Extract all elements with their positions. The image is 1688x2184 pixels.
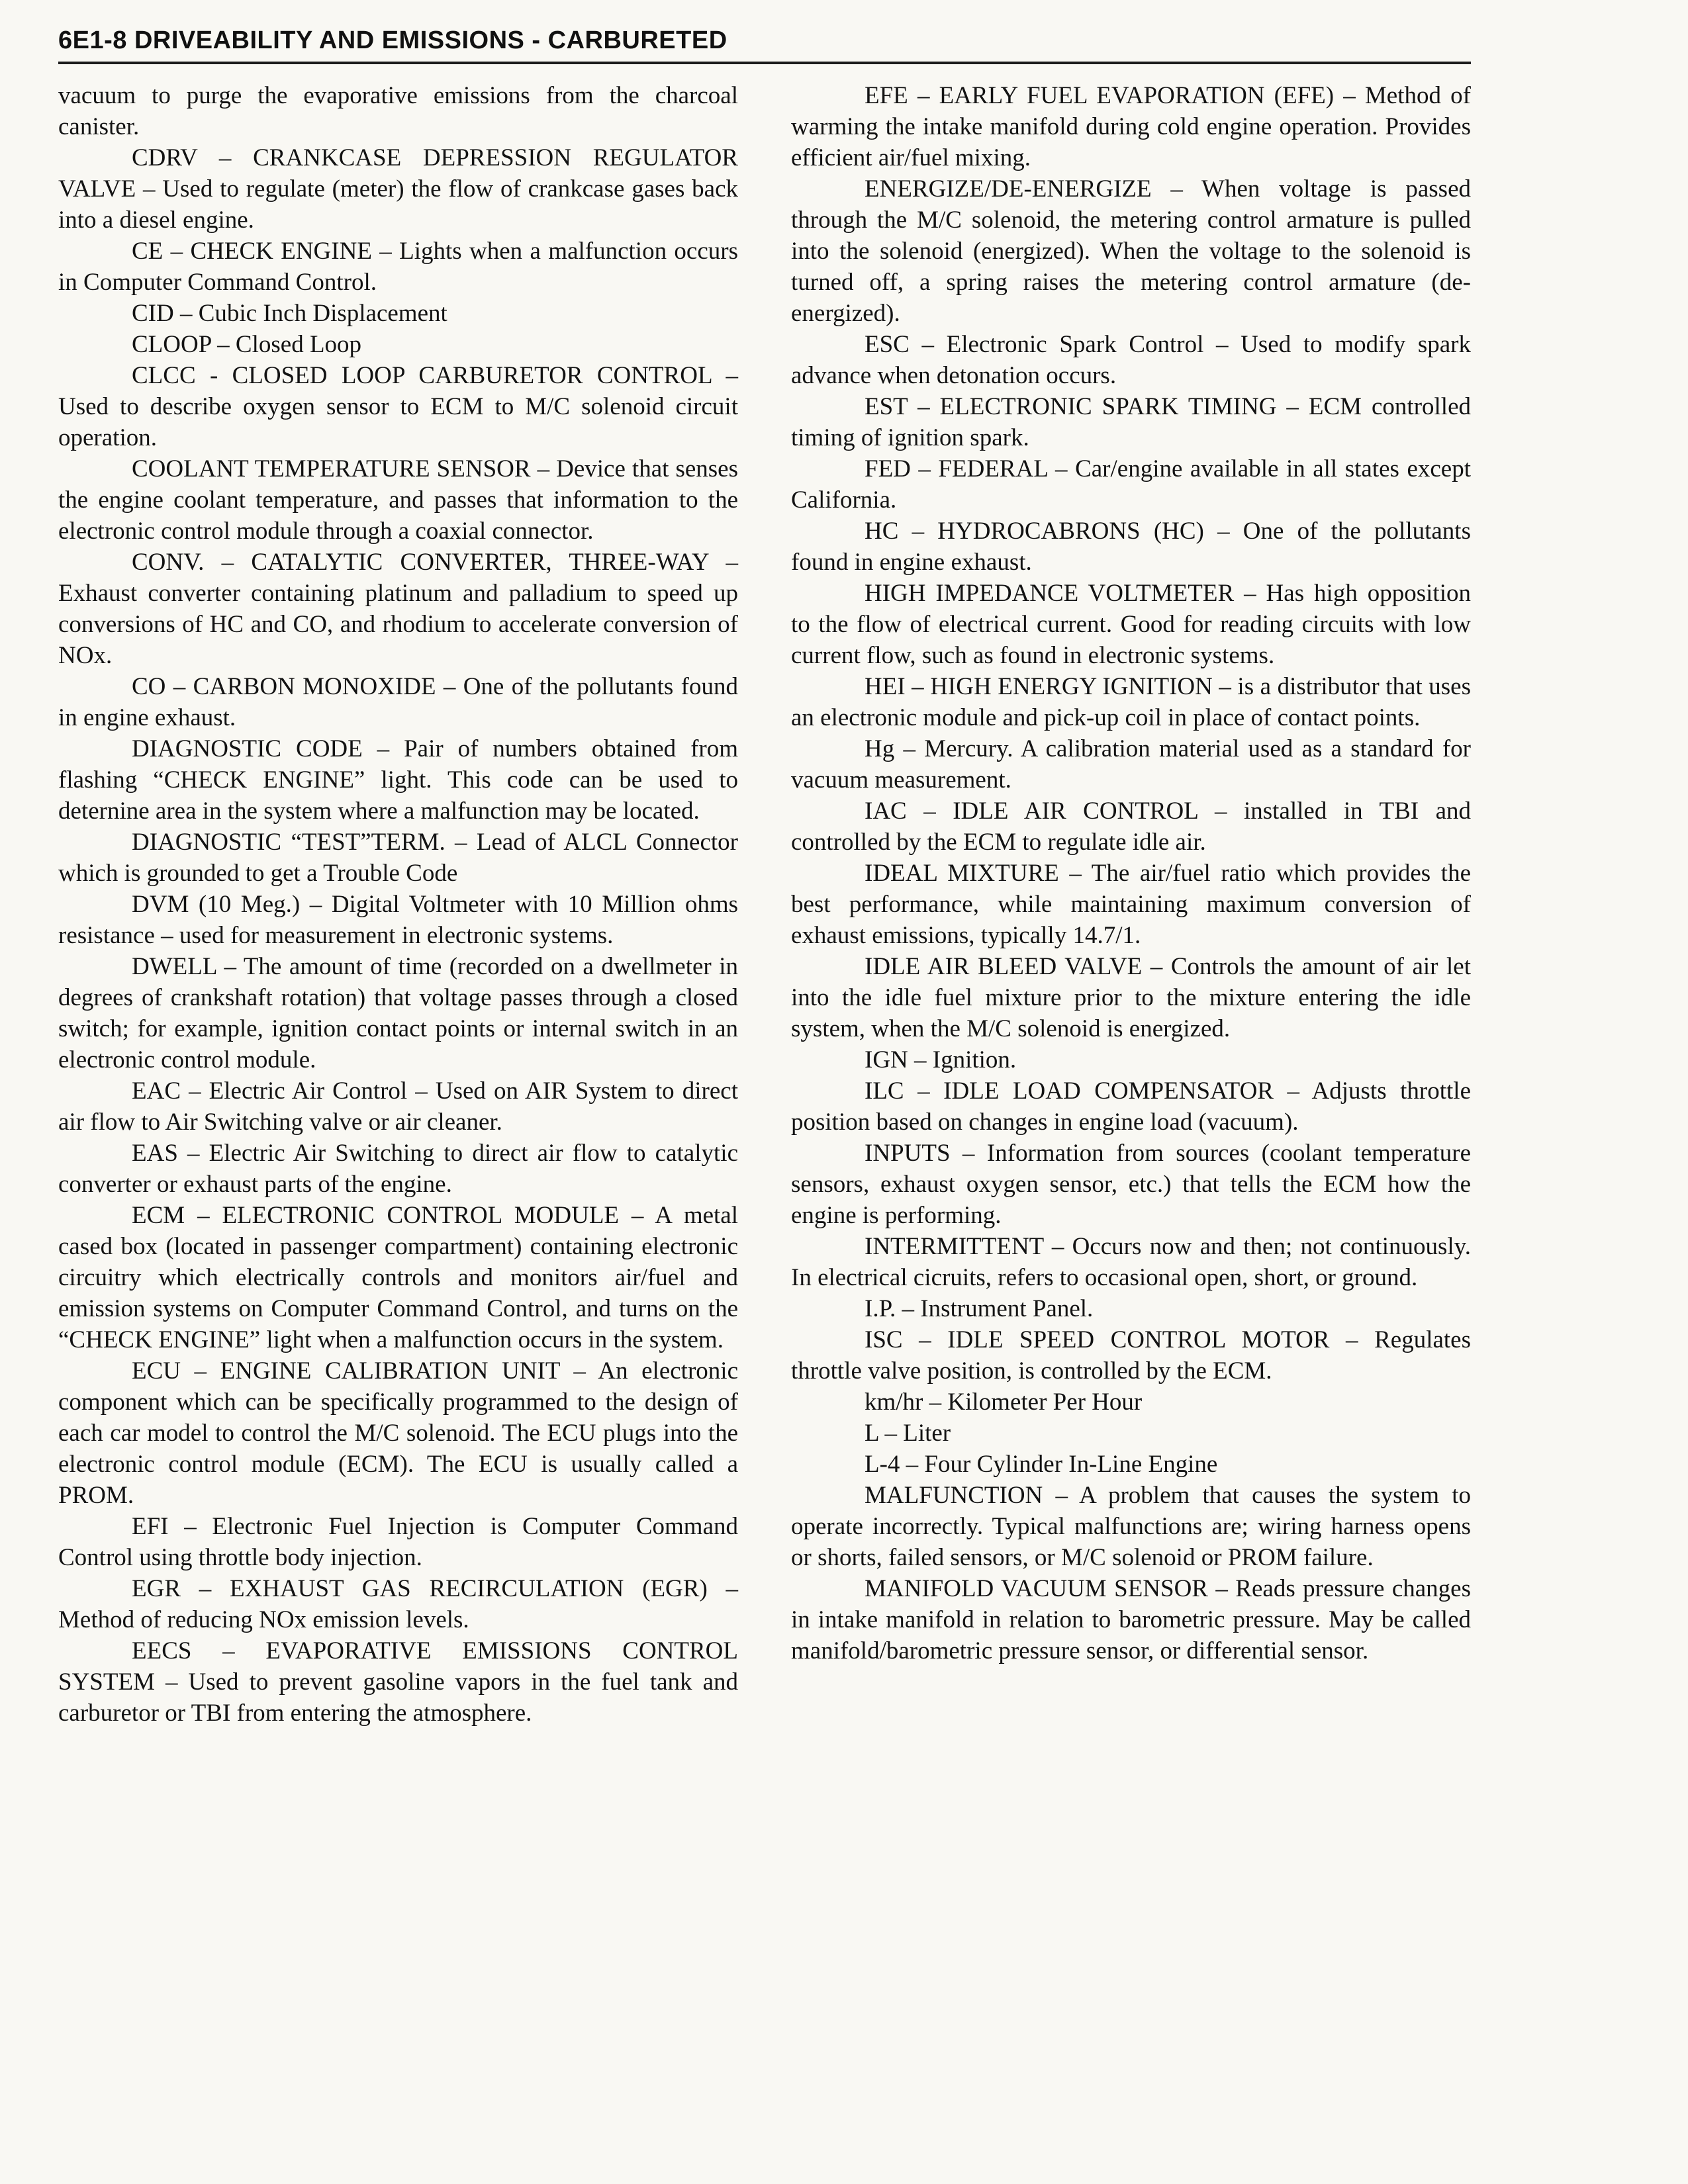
- header-rule: [58, 62, 1471, 64]
- glossary-entry: EFI – Electronic Fuel Injection is Computer Command Control using throttle body injection.: [58, 1513, 738, 1571]
- glossary-entry: ENERGIZE/DE-ENERGIZE – When voltage is passed through the M/C solenoid, the metering control armature is pulled into the solenoid (energized). When the voltage to the solenoid is turned off, a spring raises the metering control armature (de-energized).: [791, 175, 1471, 327]
- glossary-entry: I.P. – Instrument Panel.: [865, 1295, 1094, 1322]
- glossary-entry: EGR – EXHAUST GAS RECIRCULATION (EGR) – Method of reducing NOx emission levels.: [58, 1575, 738, 1633]
- glossary-entry: IDEAL MIXTURE – The air/fuel ratio which provides the best performance, while maintaining maximum conversion of exhaust emissions, typically 14.7/1.: [791, 860, 1471, 949]
- glossary-entry: vacuum to purge the evaporative emissions from the charcoal canister.: [58, 82, 738, 140]
- glossary-entry: CLCC - CLOSED LOOP CARBURETOR CONTROL – Used to describe oxygen sensor to ECM to M/C solenoid circuit operation.: [58, 362, 738, 451]
- glossary-entry: EAS – Electric Air Switching to direct air flow to catalytic converter or exhaust parts of the engine.: [58, 1140, 738, 1198]
- glossary-entry: CID – Cubic Inch Displacement: [132, 300, 447, 327]
- glossary-entry: DWELL – The amount of time (recorded on a dwellmeter in degrees of crankshaft rotation) that voltage passes through a closed switch; for example, ignition contact points or internal switch in an electronic control module.: [58, 953, 738, 1073]
- glossary-entry: CONV. – CATALYTIC CONVERTER, THREE-WAY – Exhaust converter containing platinum and palladium to speed up conversions of HC and CO, and rhodium to accelerate conversion of NOx.: [58, 549, 738, 669]
- glossary-entry: CO – CARBON MONOXIDE – One of the pollutants found in engine exhaust.: [58, 673, 738, 731]
- glossary-entry: ECM – ELECTRONIC CONTROL MODULE – A metal cased box (located in passenger compartment) containing electronic circuitry which electrically controls and monitors air/fuel and emission systems on Computer Command Control, and turns on the “CHECK ENGINE” light when a malfunction occurs in the system.: [58, 1202, 738, 1353]
- glossary-columns: [58, 80, 1471, 1729]
- glossary-entry: EECS – EVAPORATIVE EMISSIONS CONTROL SYSTEM – Used to prevent gasoline vapors in the fuel tank and carburetor or TBI from entering the atmosphere.: [58, 1637, 738, 1727]
- glossary-entry: EAC – Electric Air Control – Used on AIR System to direct air flow to Air Switching valve or air cleaner.: [58, 1077, 738, 1136]
- glossary-entry: IDLE AIR BLEED VALVE – Controls the amount of air let into the idle fuel mixture prior to the mixture entering the idle system, when the M/C solenoid is energized.: [791, 953, 1471, 1042]
- glossary-entry: ESC – Electronic Spark Control – Used to modify spark advance when detonation occurs.: [791, 331, 1471, 389]
- glossary-entry: COOLANT TEMPERATURE SENSOR – Device that senses the engine coolant temperature, and passes that information to the electronic control module through a coaxial connector.: [58, 455, 738, 545]
- glossary-entry: ISC – IDLE SPEED CONTROL MOTOR – Regulates throttle valve position, is controlled by the ECM.: [791, 1326, 1471, 1385]
- glossary-entry: EST – ELECTRONIC SPARK TIMING – ECM controlled timing of ignition spark.: [791, 393, 1471, 451]
- glossary-entry: IAC – IDLE AIR CONTROL – installed in TBI and controlled by the ECM to regulate idle air.: [791, 797, 1471, 856]
- glossary-entry: ECU – ENGINE CALIBRATION UNIT – An electronic component which can be specifically programmed to the design of each car model to control the M/C solenoid. The ECU plugs into the electronic control module (ECM). The ECU is usually called a PROM.: [58, 1357, 738, 1509]
- page-title: 6E1-8 DRIVEABILITY AND EMISSIONS - CARBURETED: [58, 26, 727, 54]
- right-column: [791, 80, 1471, 1729]
- glossary-entry: Hg – Mercury. A calibration material used as a standard for vacuum measurement.: [791, 735, 1471, 794]
- left-column: [58, 80, 738, 1729]
- glossary-entry: DVM (10 Meg.) – Digital Voltmeter with 10 Million ohms resistance – used for measurement in electronic systems.: [58, 891, 738, 949]
- glossary-entry: INTERMITTENT – Occurs now and then; not continuously. In electrical cicruits, refers to occasional open, short, or ground.: [791, 1233, 1471, 1291]
- glossary-entry: L – Liter: [865, 1420, 951, 1447]
- glossary-entry: CDRV – CRANKCASE DEPRESSION REGULATOR VALVE – Used to regulate (meter) the flow of crankcase gases back into a diesel engine.: [58, 144, 738, 234]
- glossary-entry: HEI – HIGH ENERGY IGNITION – is a distributor that uses an electronic module and pick-up coil in place of contact points.: [791, 673, 1471, 731]
- glossary-entry: IGN – Ignition.: [865, 1046, 1017, 1073]
- glossary-entry: HC – HYDROCABRONS (HC) – One of the pollutants found in engine exhaust.: [791, 518, 1471, 576]
- glossary-entry: INPUTS – Information from sources (coolant temperature sensors, exhaust oxygen sensor, etc.) that tells the ECM how the engine is performing.: [791, 1140, 1471, 1229]
- glossary-entry: EFE – EARLY FUEL EVAPORATION (EFE) – Method of warming the intake manifold during cold engine operation. Provides efficient air/fuel mixing.: [791, 82, 1471, 171]
- glossary-entry: FED – FEDERAL – Car/engine available in all states except California.: [791, 455, 1471, 514]
- glossary-entry: DIAGNOSTIC CODE – Pair of numbers obtained from flashing “CHECK ENGINE” light. This code can be used to deternine area in the system where a malfunction may be located.: [58, 735, 738, 825]
- glossary-entry: L-4 – Four Cylinder In-Line Engine: [865, 1451, 1218, 1478]
- glossary-entry: CE – CHECK ENGINE – Lights when a malfunction occurs in Computer Command Control.: [58, 238, 738, 296]
- glossary-entry: MALFUNCTION – A problem that causes the system to operate incorrectly. Typical malfunctions are; wiring harness opens or shorts, failed sensors, or M/C solenoid or PROM failure.: [791, 1482, 1471, 1571]
- glossary-entry: MANIFOLD VACUUM SENSOR – Reads pressure changes in intake manifold in relation to barometric pressure. May be called manifold/barometric pressure sensor, or differential sensor.: [791, 1575, 1471, 1664]
- glossary-entry: DIAGNOSTIC “TEST”TERM. – Lead of ALCL Connector which is grounded to get a Trouble Code: [58, 829, 738, 887]
- glossary-entry: HIGH IMPEDANCE VOLTMETER – Has high opposition to the flow of electrical current. Good for reading circuits with low current flow, such as found in electronic systems.: [791, 580, 1471, 669]
- glossary-entry: ILC – IDLE LOAD COMPENSATOR – Adjusts throttle position based on changes in engine load (vacuum).: [791, 1077, 1471, 1136]
- glossary-entry: km/hr – Kilometer Per Hour: [865, 1388, 1143, 1416]
- glossary-entry: CLOOP – Closed Loop: [132, 331, 362, 358]
